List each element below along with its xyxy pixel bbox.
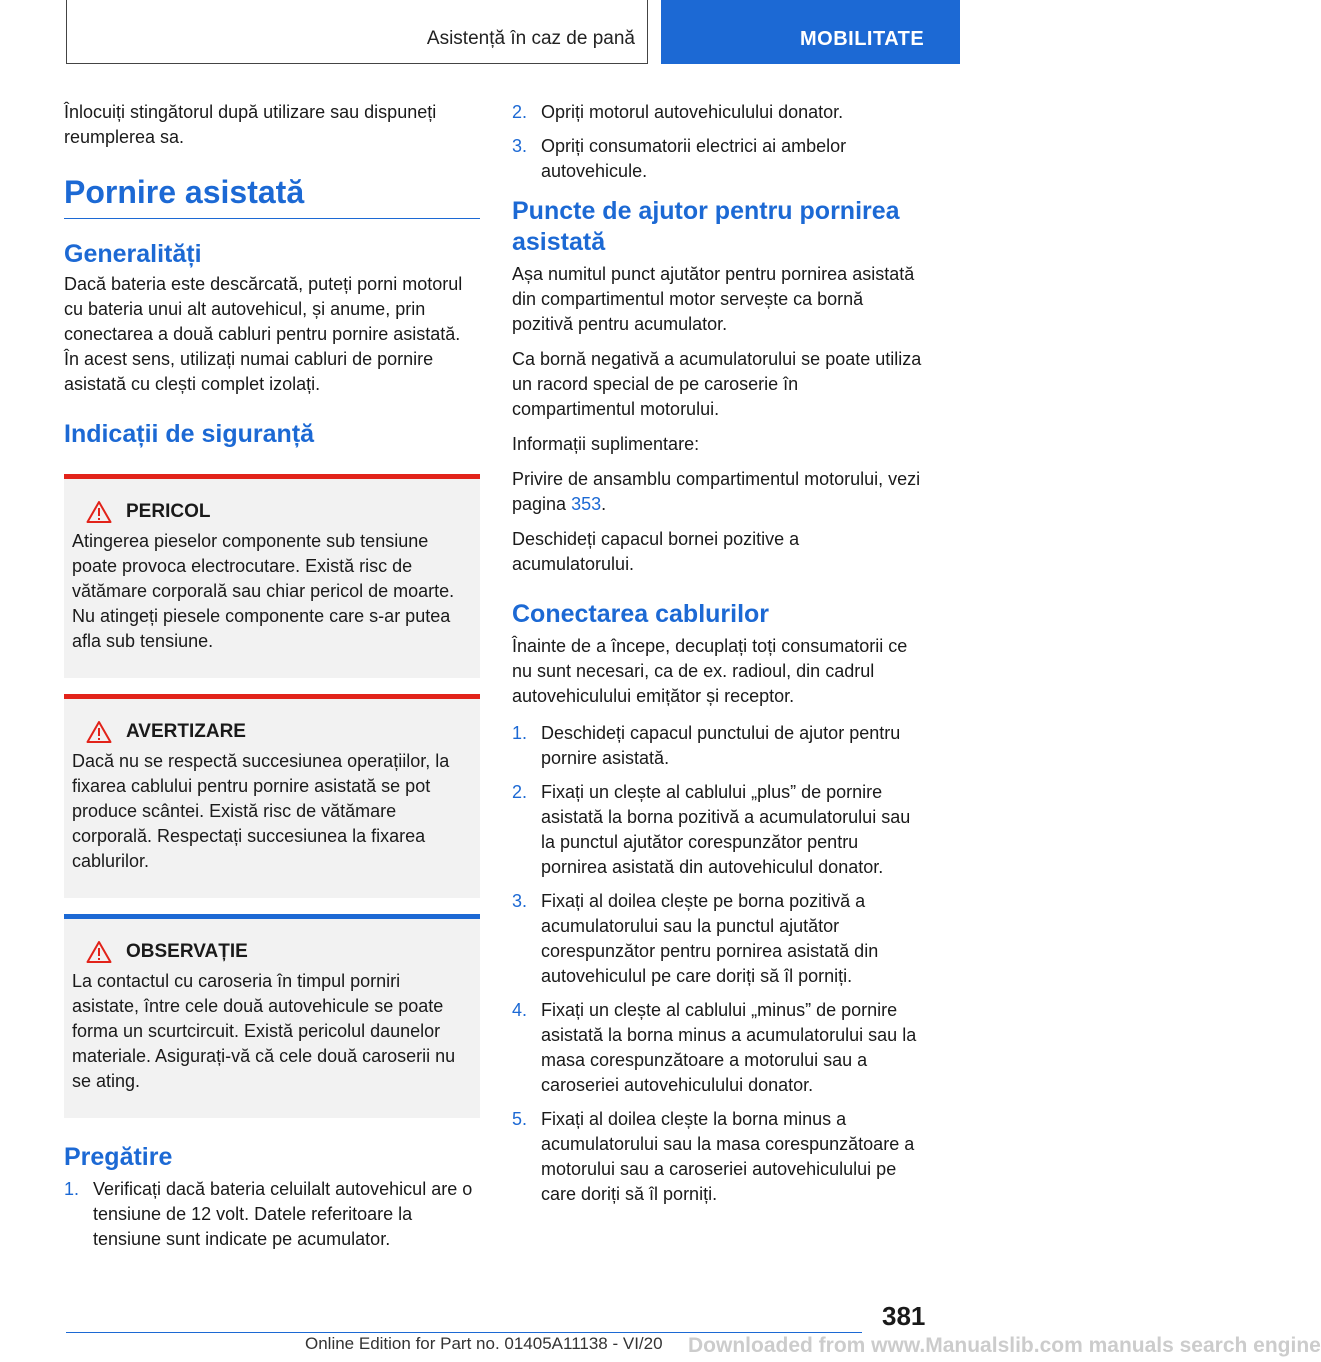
edition-text: Online Edition for Part no. 01405A11138 - VI/20	[305, 1334, 663, 1353]
aux-points-paragraph: Ca bornă negativă a acumulatorului se poate utiliza un racord special de pe caroserie în compartimentul motorului.	[512, 349, 922, 419]
page-title: Pornire asistată	[64, 172, 480, 219]
step-number: 2.	[512, 782, 528, 802]
warning-box-notice	[64, 914, 480, 1118]
step-text: Verificați dacă bateria celuilalt autovehicul are o tensiune de 12 volt. Datele referitoare la tensiune sunt indicate pe acumulator.	[93, 1179, 473, 1249]
step-number: 1.	[512, 723, 528, 743]
list-item	[64, 1177, 480, 1252]
list-item	[512, 1107, 926, 1207]
step-text: Fixați al doilea clește pe borna pozitivă a acumulatorului sau la punctul ajutător corespunzător pentru pornirea asistată din autovehiculul pe care doriți să îl porniți.	[541, 891, 879, 986]
warning-text: Atingerea pieselor componente sub tensiune poate provoca electrocutare. Există risc de vătămare corporală sau chiar pericol de moarte. Nu atingeți piesele componente care s-ar putea afla sub tensiune.	[72, 531, 455, 651]
preparation-steps-continued	[512, 100, 926, 184]
step-text: Fixați un clește al cablului „minus” de pornire asistată la borna minus a acumulatorului sau la masa corespunzătoare a motorului sau a caroseriei autovehiculului donator.	[541, 1000, 917, 1095]
warning-text: Dacă nu se respectă succesiunea operațiilor, la fixarea cablului pentru pornire asistată se pot produce scântei. Există risc de vătămare corporală. Respectați succesiunea la fixarea cablurilor.	[72, 751, 450, 871]
list-item	[512, 998, 926, 1098]
section-title: Asistență în caz de pană	[426, 28, 635, 49]
warning-text: La contactul cu caroseria în timpul porniri asistate, între cele două autovehicule se poate forma un scurtcircuit. Există pericolul daunelor materiale. Asigurați-vă că cele două caroserii nu se ating.	[72, 971, 456, 1091]
warning-title: OBSERVAȚIE	[126, 941, 248, 962]
list-item	[512, 134, 926, 184]
page-link[interactable]: 353	[571, 494, 602, 514]
list-item	[512, 100, 926, 125]
warning-triangle-icon	[86, 940, 112, 964]
generalities-heading: Generalități	[64, 240, 202, 268]
footer-divider	[66, 1332, 862, 1333]
page-number: 381	[882, 1301, 926, 1331]
safety-heading: Indicații de siguranță	[64, 420, 315, 448]
step-text: Opriți consumatorii electrici ai ambelor autovehicule.	[541, 136, 847, 181]
connect-heading: Conectarea cablurilor	[512, 600, 770, 628]
step-number: 3.	[512, 891, 528, 911]
connect-steps	[512, 721, 926, 1207]
aux-points-heading: Puncte de ajutor pentru pornirea asistată	[512, 197, 900, 256]
warning-triangle-icon	[86, 500, 112, 524]
aux-points-paragraph: Informații suplimentare:	[512, 434, 700, 454]
warning-title: PERICOL	[126, 501, 211, 522]
watermark: Downloaded from www.Manualslib.com manuals search engine	[688, 1334, 1321, 1357]
reference-end: .	[601, 494, 607, 514]
reference-text: Privire de ansamblu compartimentul motorului, vezi pagina	[512, 469, 921, 514]
step-text: Fixați un clește al cablului „plus” de pornire asistată la borna pozitivă a acumulatorului sau la punctul ajutător corespunzător pentru pornirea asistată din autovehiculul donator.	[541, 782, 911, 877]
warning-title: AVERTIZARE	[126, 721, 246, 742]
step-number: 5.	[512, 1109, 528, 1129]
header-frame	[66, 0, 648, 64]
list-item	[512, 721, 926, 771]
connect-intro: Înainte de a începe, decuplați toți consumatorii ce nu sunt necesari, ca de ex. radioul, din cadrul autovehiculului emițător și receptor.	[512, 636, 908, 706]
right-column	[512, 100, 926, 1216]
warning-box-caution	[64, 694, 480, 898]
step-number: 4.	[512, 1000, 528, 1020]
step-number: 2.	[512, 102, 528, 122]
generalities-text: Dacă bateria este descărcată, puteți porni motorul cu bateria unui alt autovehicul, și anume, prin conectarea a două cabluri pentru pornire asistată. În acest sens, utilizați numai cabluri de pornire asistată cu clești complet izolați.	[64, 274, 463, 394]
step-text: Deschideți capacul punctului de ajutor pentru pornire asistată.	[541, 723, 901, 768]
step-text: Fixați al doilea clește la borna minus a acumulatorului sau la masa corespunzătoare a motorului sau a caroseriei autovehiculului pe care doriți să îl porniți.	[541, 1109, 915, 1204]
list-item	[512, 780, 926, 880]
left-column	[64, 100, 480, 1261]
chapter-tab[interactable]	[661, 0, 960, 64]
preparation-heading: Pregătire	[64, 1143, 173, 1171]
list-item	[512, 889, 926, 989]
step-number: 1.	[64, 1179, 80, 1199]
aux-points-paragraph: Deschideți capacul bornei pozitive a acumulatorului.	[512, 529, 800, 574]
step-text: Opriți motorul autovehiculului donator.	[541, 102, 844, 122]
preparation-steps	[64, 1177, 480, 1252]
intro-paragraph: Înlocuiți stingătorul după utilizare sau dispuneți reumplerea sa.	[64, 102, 437, 147]
step-number: 3.	[512, 136, 528, 156]
chapter-tab-label: MOBILITATE	[800, 28, 925, 50]
aux-points-paragraph: Așa numitul punct ajutător pentru pornirea asistată din compartimentul motor servește ca bornă pozitivă pentru acumulator.	[512, 264, 915, 334]
warning-triangle-icon	[86, 720, 112, 744]
aux-points-reference	[512, 467, 926, 517]
warning-box-danger	[64, 474, 480, 678]
